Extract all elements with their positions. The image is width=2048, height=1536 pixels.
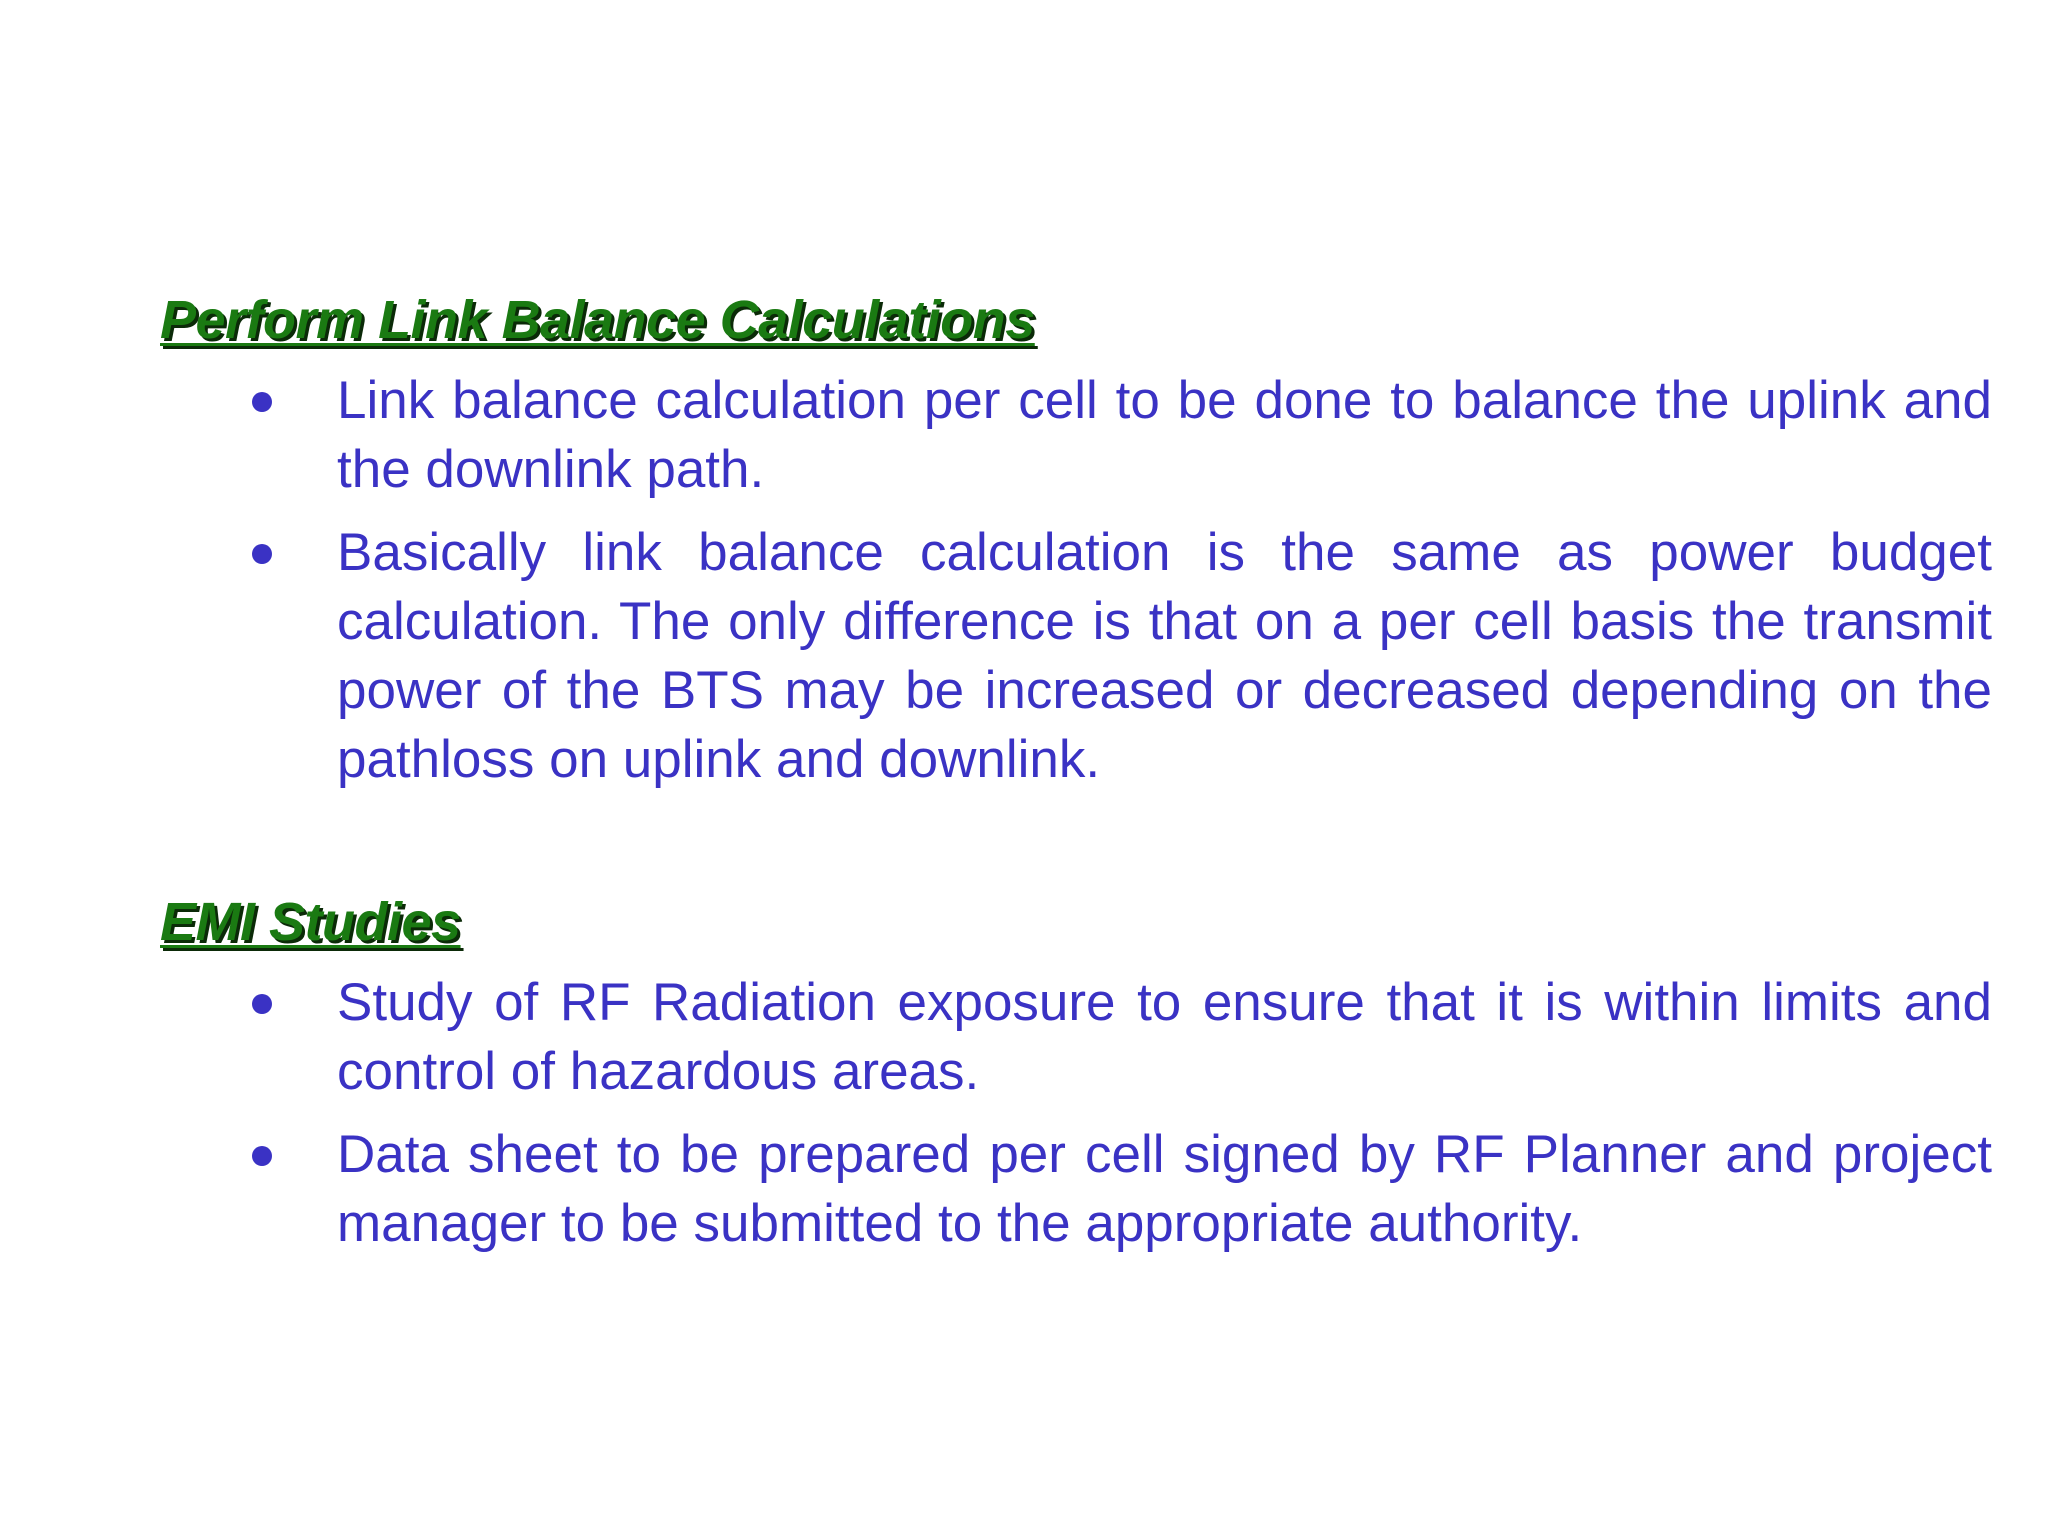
bullet-dot-icon: [252, 544, 272, 564]
section-heading: Perform Link Balance Calculations: [160, 290, 1035, 350]
bullet-dot-icon: [252, 994, 272, 1014]
bullet-text: Study of RF Radiation exposure to ensure that it is within limits and control of hazardous areas.: [337, 973, 1992, 1101]
section-heading: EMI Studies: [160, 892, 461, 952]
bullet-list: [160, 968, 1992, 1258]
bullet-item: [160, 1120, 1992, 1258]
bullet-item: [160, 518, 1992, 794]
bullet-dot-icon: [252, 1146, 272, 1166]
section-emi-studies: [160, 890, 1992, 1258]
bullet-dot-icon: [252, 392, 272, 412]
bullet-item: [160, 366, 1992, 504]
bullet-text: Link balance calculation per cell to be done to balance the uplink and the downlink path.: [337, 371, 1992, 499]
section-link-balance: [160, 288, 1992, 794]
bullet-text: Data sheet to be prepared per cell signed by RF Planner and project manager to be submitted to the appropriate authority.: [337, 1125, 1992, 1253]
bullet-text: Basically link balance calculation is the same as power budget calculation. The only difference is that on a per cell basis the transmit power of the BTS may be increased or decreased depending on the pathloss on uplink and downlink.: [337, 523, 1992, 789]
bullet-item: [160, 968, 1992, 1106]
bullet-list: [160, 366, 1992, 794]
